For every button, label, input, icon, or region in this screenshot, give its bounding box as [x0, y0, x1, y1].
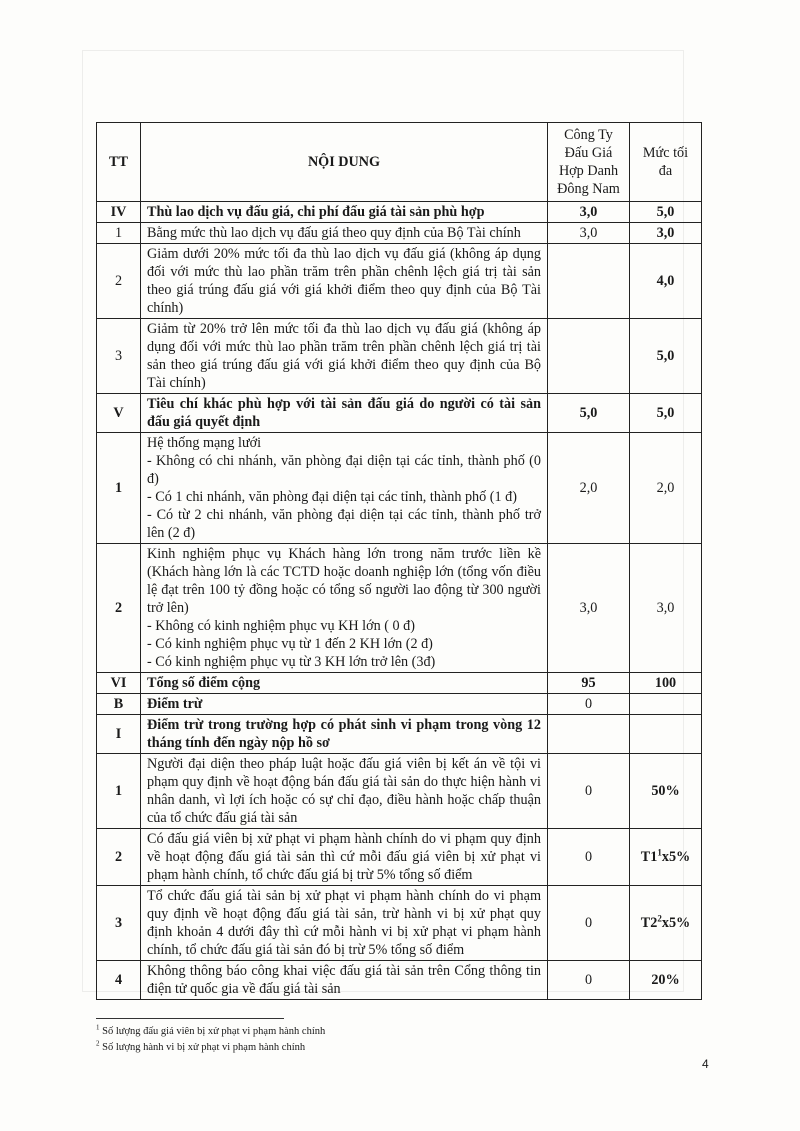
row-tt: 2 — [97, 829, 141, 886]
row-max-score: 3,0 — [630, 544, 702, 673]
row-company-score: 0 — [548, 694, 630, 715]
row-company-score — [548, 319, 630, 394]
row-content: Có đấu giá viên bị xử phạt vi phạm hành chính do vi phạm quy định về hoạt động đấu giá tài sản thì cứ mỗi đấu giá viên bị xử phạt vi phạm hành chính, tổ chức đấu giá bị trừ 5% tổng số điểm — [141, 829, 548, 886]
table-row — [97, 244, 702, 319]
header-company: Công Ty Đấu Giá Hợp Danh Đông Nam — [548, 123, 630, 202]
row-company-score: 0 — [548, 829, 630, 886]
row-tt: IV — [97, 202, 141, 223]
row-max-score: 3,0 — [630, 223, 702, 244]
table-row — [97, 394, 702, 433]
row-content: Điểm trừ trong trường hợp có phát sinh vi phạm trong vòng 12 tháng tính đến ngày nộp hồ sơ — [141, 715, 548, 754]
max-tail: x5% — [661, 849, 691, 865]
row-tt: 4 — [97, 961, 141, 1000]
row-content: Điểm trừ — [141, 694, 548, 715]
content-line: - Có kinh nghiệm phục vụ từ 1 đến 2 KH lớn (2 đ) — [147, 636, 433, 652]
row-max-score: 5,0 — [630, 319, 702, 394]
table-row — [97, 715, 702, 754]
row-company-score: 5,0 — [548, 394, 630, 433]
footnote-mark: 1 — [96, 1023, 100, 1032]
row-company-score — [548, 715, 630, 754]
row-company-score: 3,0 — [548, 202, 630, 223]
table-row — [97, 223, 702, 244]
row-max-score: 100 — [630, 673, 702, 694]
row-content: Thù lao dịch vụ đấu giá, chi phí đấu giá tài sản phù hợp — [141, 202, 548, 223]
row-max-score: 50% — [630, 754, 702, 829]
footnotes — [96, 1024, 325, 1056]
content-line: - Có 1 chi nhánh, văn phòng đại diện tại các tỉnh, thành phố (1 đ) — [147, 489, 517, 505]
table-row — [97, 433, 702, 544]
row-tt: 3 — [97, 319, 141, 394]
row-max-score — [630, 829, 702, 886]
max-base: T1 — [640, 849, 658, 865]
table-row — [97, 886, 702, 961]
footnote-item — [96, 1024, 325, 1040]
content-line: Hệ thống mạng lưới — [147, 435, 262, 451]
content-line: Kinh nghiệm phục vụ Khách hàng lớn trong năm trước liền kề (Khách hàng lớn là các TCTD hoặc doanh nghiệp lớn (tổng vốn điều lệ đạt trên 100 tỷ đồng hoặc có tổng số người lao động từ 300 người trở lên) — [147, 546, 541, 616]
table-row — [97, 754, 702, 829]
row-company-score: 0 — [548, 754, 630, 829]
table-row — [97, 961, 702, 1000]
row-content: Tổ chức đấu giá tài sản bị xử phạt vi phạm hành chính do vi phạm quy định về hoạt động đấu giá tài sản, trừ hành vi bị xử phạt quy định khoản 4 dưới đây thì cứ mỗi hành vi bị xử phạt vi phạm hành chính, tổ chức đấu giá tài sản đó bị trừ 5% tổng số điểm — [141, 886, 548, 961]
row-max-score — [630, 694, 702, 715]
row-max-score — [630, 715, 702, 754]
row-tt: I — [97, 715, 141, 754]
row-company-score: 0 — [548, 961, 630, 1000]
row-tt: 3 — [97, 886, 141, 961]
max-sup: 1 — [657, 847, 662, 858]
row-company-score: 3,0 — [548, 223, 630, 244]
row-tt: 1 — [97, 754, 141, 829]
page-number: 4 — [702, 1057, 709, 1071]
row-tt: VI — [97, 673, 141, 694]
row-content: Tổng số điểm cộng — [141, 673, 548, 694]
row-content: Giảm dưới 20% mức tối đa thù lao dịch vụ đấu giá (không áp dụng đối với mức thù lao phần trăm trên phần chênh lệch giá trị tài sản theo giá trúng đấu giá với giá khởi điểm theo quy định của Bộ Tài chính) — [141, 244, 548, 319]
row-company-score: 2,0 — [548, 433, 630, 544]
row-company-score: 95 — [548, 673, 630, 694]
table-row — [97, 319, 702, 394]
row-content: Giảm từ 20% trở lên mức tối đa thù lao dịch vụ đấu giá (không áp dụng đối với mức thù lao phần trăm trên phần chênh lệch giá trị tài sản theo giá trúng đấu giá với giá khởi điểm theo quy định của Bộ Tài chính) — [141, 319, 548, 394]
max-tail: x5% — [661, 915, 691, 931]
content-line: - Có từ 2 chi nhánh, văn phòng đại diện tại các tỉnh, thành phố trở lên (2 đ) — [147, 507, 541, 541]
row-tt: 2 — [97, 544, 141, 673]
header-content: NỘI DUNG — [141, 123, 548, 202]
footnote-item — [96, 1040, 325, 1056]
row-content: Không thông báo công khai việc đấu giá tài sản trên Cổng thông tin điện tử quốc gia về đấu giá tài sản — [141, 961, 548, 1000]
row-max-score: 2,0 — [630, 433, 702, 544]
row-max-score: 20% — [630, 961, 702, 1000]
max-sup: 2 — [657, 913, 662, 924]
content-line: - Không có kinh nghiệm phục vụ KH lớn ( 0 đ) — [147, 618, 415, 634]
table-row — [97, 694, 702, 715]
footnote-divider — [96, 1018, 284, 1019]
row-company-score: 3,0 — [548, 544, 630, 673]
row-content — [141, 433, 548, 544]
table-row — [97, 544, 702, 673]
row-tt: 1 — [97, 433, 141, 544]
row-max-score: 5,0 — [630, 394, 702, 433]
content-line: - Có kinh nghiệm phục vụ từ 3 KH lớn trở lên (3đ) — [147, 654, 436, 670]
row-tt: 2 — [97, 244, 141, 319]
footnote-mark: 2 — [96, 1039, 100, 1048]
row-company-score — [548, 244, 630, 319]
header-tt: TT — [97, 123, 141, 202]
footnote-text: Số lượng hành vi bị xử phạt vi phạm hành chính — [102, 1042, 306, 1053]
row-content: Tiêu chí khác phù hợp với tài sản đấu giá do người có tài sản đấu giá quyết định — [141, 394, 548, 433]
row-max-score: 4,0 — [630, 244, 702, 319]
row-content: Người đại diện theo pháp luật hoặc đấu giá viên bị kết án về tội vi phạm quy định về hoạt động bán đấu giá tài sản do thực hiện hành vi nhân danh, vì lợi ích hoặc có sự chỉ đạo, điều hành hoặc chấp thuận của tổ chức đấu giá tài sản — [141, 754, 548, 829]
table-row — [97, 202, 702, 223]
max-base: T2 — [640, 915, 658, 931]
content-line: - Không có chi nhánh, văn phòng đại diện tại các tỉnh, thành phố (0 đ) — [147, 453, 541, 487]
row-tt: 1 — [97, 223, 141, 244]
header-max: Mức tối đa — [630, 123, 702, 202]
row-tt: V — [97, 394, 141, 433]
scoring-table — [96, 122, 702, 1000]
row-max-score: 5,0 — [630, 202, 702, 223]
table-header-row — [97, 123, 702, 202]
row-content: Bằng mức thù lao dịch vụ đấu giá theo quy định của Bộ Tài chính — [141, 223, 548, 244]
footnote-text: Số lượng đấu giá viên bị xử phạt vi phạm hành chính — [102, 1026, 326, 1037]
row-max-score — [630, 886, 702, 961]
table-row — [97, 673, 702, 694]
row-content — [141, 544, 548, 673]
row-tt: B — [97, 694, 141, 715]
row-company-score: 0 — [548, 886, 630, 961]
table-row — [97, 829, 702, 886]
